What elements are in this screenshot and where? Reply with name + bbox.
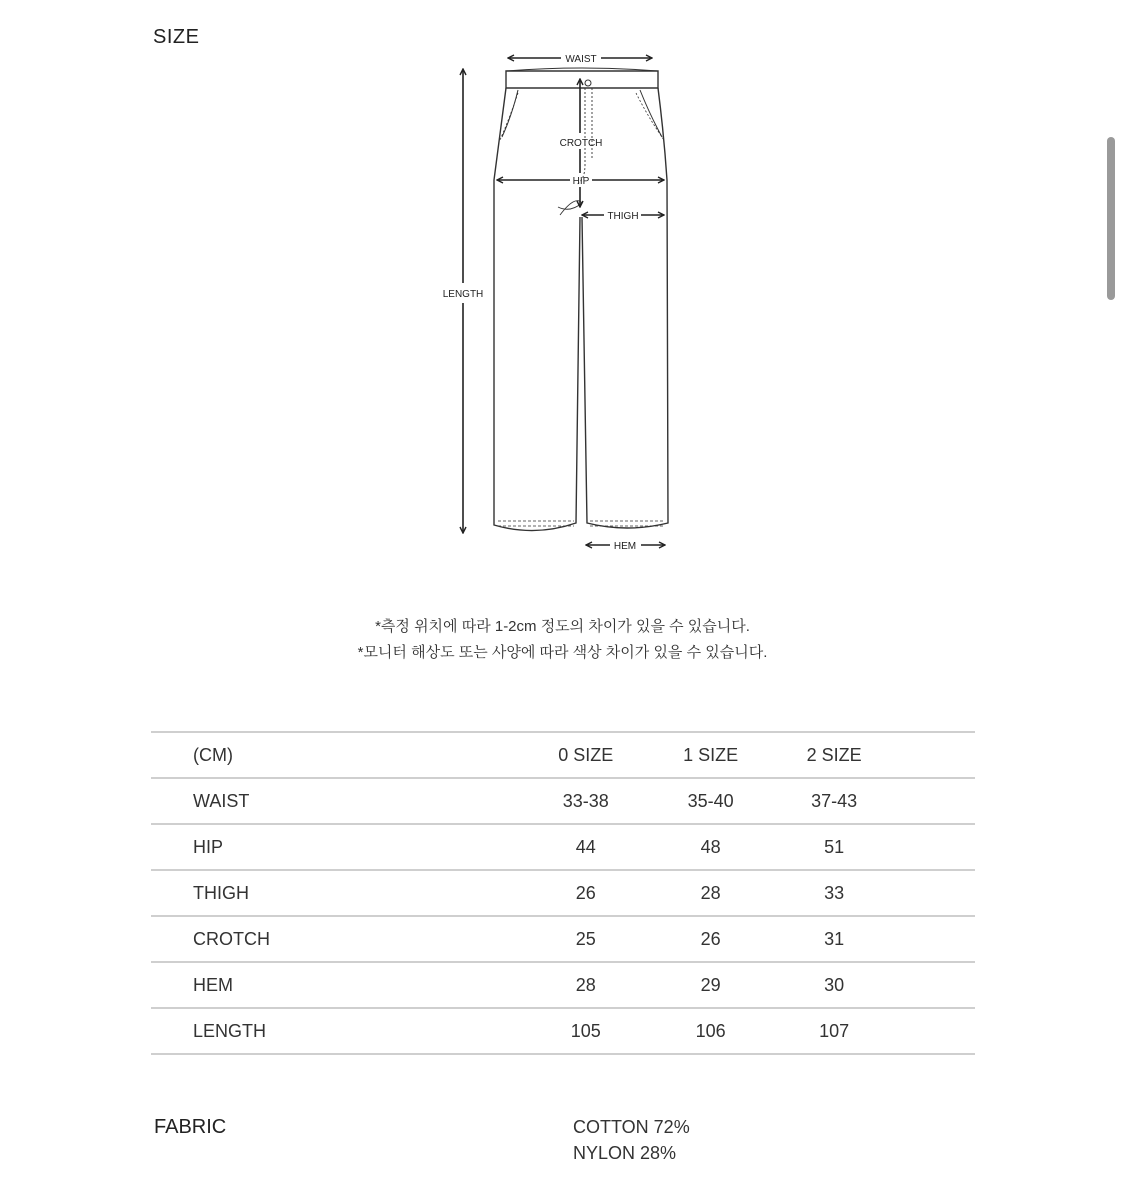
cell-value: 26 <box>635 916 787 962</box>
fabric-composition <box>573 1114 690 1166</box>
table-row <box>151 778 975 824</box>
table-row <box>151 870 975 916</box>
row-label: THIGH <box>151 870 537 916</box>
note-line: *측정 위치에 따라 1-2cm 정도의 차이가 있을 수 있습니다. <box>375 618 750 635</box>
cell-value: 51 <box>787 824 882 870</box>
row-label: HIP <box>151 824 537 870</box>
cell-value: 33-38 <box>537 778 635 824</box>
header-size-2: 2 SIZE <box>787 732 882 778</box>
cell-value: 105 <box>537 1008 635 1054</box>
note-line: *모니터 해상도 또는 사양에 따라 색상 차이가 있을 수 있습니다. <box>357 644 768 661</box>
cell-value: 37-43 <box>787 778 882 824</box>
table-header-row <box>151 732 975 778</box>
row-label: HEM <box>151 962 537 1008</box>
cell-value: 28 <box>635 870 787 916</box>
cell-spacer <box>882 916 975 962</box>
header-size-1: 1 SIZE <box>635 732 787 778</box>
measurement-notes <box>0 614 1125 666</box>
row-label: LENGTH <box>151 1008 537 1054</box>
section-title-size: SIZE <box>153 26 200 48</box>
fabric-line: COTTON 72% <box>573 1117 690 1137</box>
label-crotch: CROTCH <box>559 138 603 149</box>
table-row <box>151 962 975 1008</box>
pants-size-diagram <box>430 45 700 565</box>
cell-value: 25 <box>537 916 635 962</box>
table-row <box>151 916 975 962</box>
header-unit: (CM) <box>151 732 537 778</box>
cell-value: 28 <box>537 962 635 1008</box>
label-waist: WAIST <box>565 54 597 65</box>
cell-value: 107 <box>787 1008 882 1054</box>
row-label: WAIST <box>151 778 537 824</box>
cell-spacer <box>882 1008 975 1054</box>
cell-value: 35-40 <box>635 778 787 824</box>
cell-spacer <box>882 824 975 870</box>
measure-arrows <box>463 58 665 545</box>
label-hem: HEM <box>613 541 637 552</box>
cell-value: 31 <box>787 916 882 962</box>
table-row <box>151 1008 975 1054</box>
header-size-0: 0 SIZE <box>537 732 635 778</box>
cell-value: 44 <box>537 824 635 870</box>
cell-value: 33 <box>787 870 882 916</box>
size-table <box>151 731 975 1055</box>
label-thigh: THIGH <box>607 211 639 222</box>
cell-value: 106 <box>635 1008 787 1054</box>
cell-value: 48 <box>635 824 787 870</box>
row-label: CROTCH <box>151 916 537 962</box>
cell-spacer <box>882 778 975 824</box>
table-row <box>151 824 975 870</box>
cell-value: 29 <box>635 962 787 1008</box>
cell-value: 26 <box>537 870 635 916</box>
fabric-line: NYLON 28% <box>573 1143 677 1163</box>
scrollbar-thumb[interactable] <box>1107 137 1115 300</box>
cell-value: 30 <box>787 962 882 1008</box>
label-hip: HIP <box>572 176 590 187</box>
fabric-label: FABRIC <box>154 1116 227 1138</box>
header-spacer <box>882 732 975 778</box>
cell-spacer <box>882 870 975 916</box>
label-length: LENGTH <box>442 289 484 300</box>
cell-spacer <box>882 962 975 1008</box>
